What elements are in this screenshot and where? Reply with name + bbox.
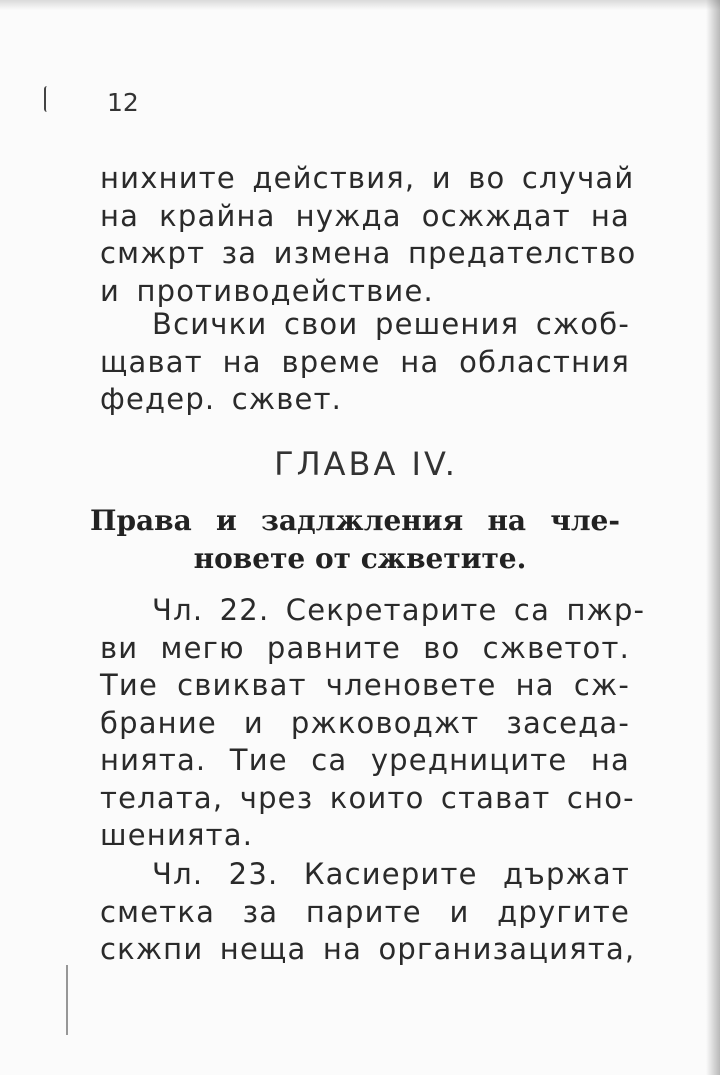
scan-mark-bottom — [66, 965, 68, 1035]
text-line: щават на време на областния — [100, 344, 630, 379]
section-title-line: Права и задлжления на чле- — [90, 504, 620, 537]
section-title-line: новете от сжветите. — [193, 542, 527, 575]
text-line: скжпи неща на организацията, — [100, 932, 636, 966]
paragraph-2 — [100, 306, 630, 419]
article-22 — [100, 592, 646, 855]
scan-mark-left — [44, 86, 50, 112]
scan-edge-right — [706, 0, 720, 1075]
text-line: Всички свои решения сжоб- — [152, 307, 630, 341]
text-line: шенията. — [100, 818, 254, 852]
paragraph-1 — [100, 160, 637, 310]
text-line: нихните действия, и во случай — [100, 161, 635, 195]
article-23 — [100, 856, 636, 969]
page-number: 12 — [107, 88, 139, 117]
text-line: на крайна нужда осжждат на — [100, 198, 630, 233]
text-line: Чл. 22. Секретарите са пжр- — [152, 593, 646, 627]
text-line: Чл. 23. Касиерите държат — [152, 857, 630, 891]
chapter-heading: ГЛАВА IV. — [274, 445, 458, 483]
text-line: ви мегю равните во сжветот. — [100, 630, 630, 665]
text-line: смжрт за измена предателство — [100, 236, 637, 270]
text-line: Тие свикват членовете на сж- — [100, 668, 630, 702]
text-line: сметка за парите и другите — [100, 894, 630, 929]
text-line: брание и ржководжт заседа- — [100, 705, 630, 740]
scan-edge-top — [0, 0, 720, 10]
section-title — [90, 502, 620, 578]
text-line: и противодействие. — [100, 273, 434, 308]
text-line: федер. сжвет. — [100, 382, 343, 416]
text-line: телата, чрез които стават сно- — [100, 780, 635, 815]
text-line: нията. Тие са уредниците на — [100, 743, 630, 777]
